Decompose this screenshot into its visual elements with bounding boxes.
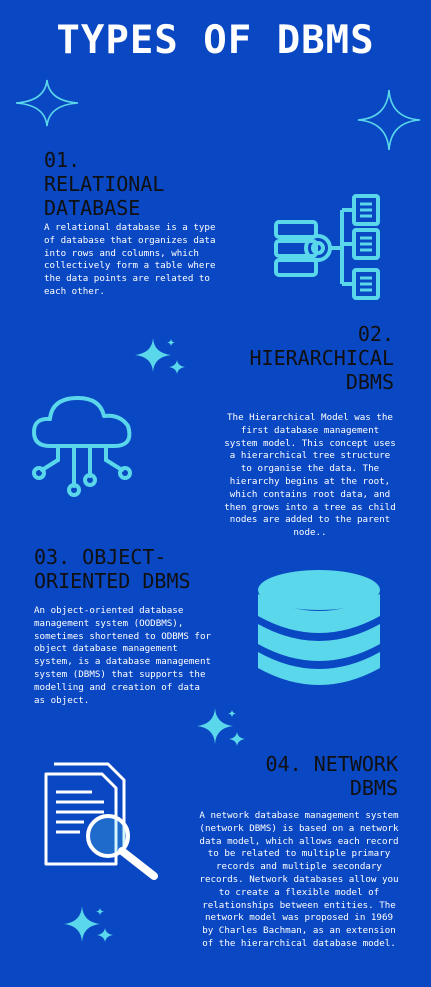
section-body-network: A network database management system (network DBMS) is based on a network data model, which allows each record to be related to multiple primary records and multiple secondary records. Network databases allow you to create a flexible model of relationships between entities. The network model was proposed in 1969 by Charles Bachman, as an extension of the hierarchical database model.: [199, 810, 399, 949]
section-heading-relational: 01. RELATIONAL DATABASE: [44, 148, 165, 220]
section-heading-hierarchical: 02. HIERARCHICAL DBMS: [249, 322, 394, 394]
sparkles-icon: [193, 706, 249, 752]
section-heading-object-oriented: 03. OBJECT- ORIENTED DBMS: [34, 545, 191, 593]
sparkle-icon: [356, 88, 422, 152]
section-body-hierarchical: The Hierarchical Model was the first database management system model. This concept uses a hierarchical tree structure to organise the data. The hierarchy begins at the root, which contains root data, and then grows into a tree as child nodes are added to the parent node..: [224, 412, 396, 539]
document-search-icon: [42, 760, 162, 882]
page-title: TYPES OF DBMS: [56, 18, 375, 63]
sparkles-icon: [131, 336, 189, 380]
section-body-object-oriented: An object-oriented database management system (OODBMS), sometimes shortened to ODBMS for object database management system, is a database management system (DBMS) that supports the modelling and creation of data as object.: [34, 605, 212, 706]
section-heading-network: 04. NETWORK DBMS: [265, 752, 398, 800]
cloud-network-icon: [28, 390, 138, 498]
database-stack-icon: [256, 568, 382, 692]
section-body-relational: A relational database is a type of database that organizes data into rows and columns, which collectively form a table where the data points are related to each other.: [44, 222, 216, 297]
sparkles-icon: [60, 904, 118, 950]
sparkle-icon: [14, 78, 80, 128]
database-tree-icon: [272, 192, 384, 302]
